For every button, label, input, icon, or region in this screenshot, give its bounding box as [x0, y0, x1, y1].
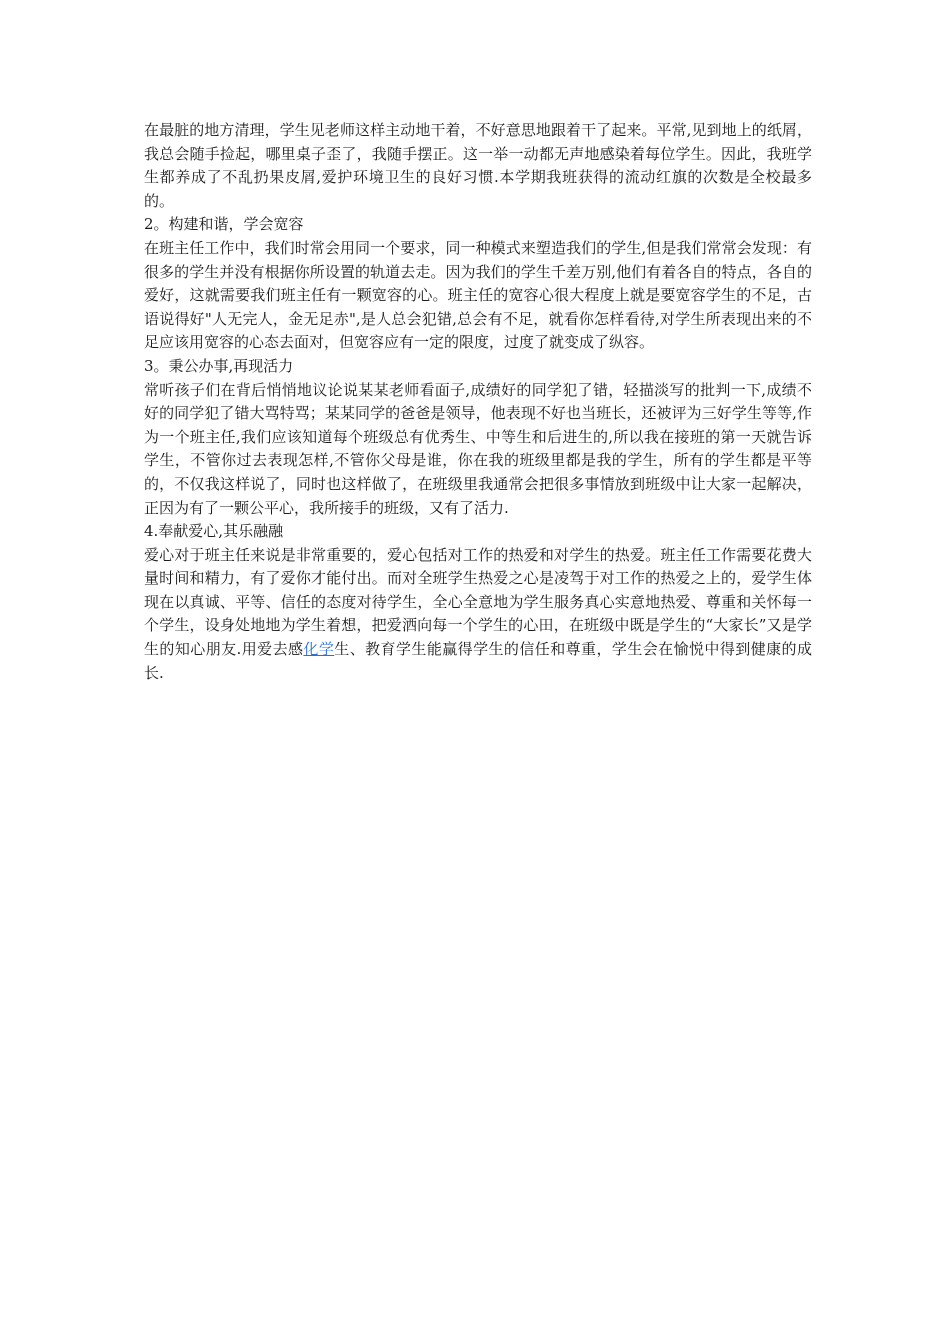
document-body — [144, 119, 812, 685]
paragraph-fairness: 常听孩子们在背后悄悄地议论说某某老师看面子,成绩好的同学犯了错，轻描淡写的批判一下,成绩不好的同学犯了错大骂特骂；某某同学的爸爸是领导，他表现不好也当班长，还被评为三好学生等等,作为一个班主任,我们应该知道每个班级总有优秀生、中等生和后进生的,所以我在接班的第一天就告诉学生，不管你过去表现怎样,不管你父母是谁，你在我的班级里都是我的学生，所有的学生都是平等的，不仅我这样说了，同时也这样做了，在班级里我通常会把很多事情放到班级中让大家一起解决，正因为有了一颗公平心，我所接手的班级，又有了活力. — [144, 380, 812, 517]
section-heading-4: 4.奉献爱心,其乐融融 — [144, 522, 284, 541]
paragraph-cleaning: 在最脏的地方清理，学生见老师这样主动地干着，不好意思地跟着干了起来。平常,见到地上的纸屑，我总会随手捡起，哪里桌子歪了，我随手摆正。这一举一动都无声地感染着每位学生。因此，我班学生都养成了不乱扔果皮屑,爱护环境卫生的良好习惯.本学期我班获得的流动红旗的次数是全校最多的。 — [144, 121, 812, 210]
paragraph-love-text-after: 生、教育学生能赢得学生的信任和尊重，学生会在愉悦中得到健康的成长. — [144, 640, 812, 682]
section-heading-3: 3。秉公办事,再现活力 — [144, 356, 294, 375]
paragraph-tolerance: 在班主任工作中，我们时常会用同一个要求，同一种模式来塑造我们的学生,但是我们常常会发现：有很多的学生并没有根据你所设置的轨道去走。因为我们的学生千差万别,他们有着各自的特点，各自的爱好，这就需要我们班主任有一颗宽容的心。班主任的宽容心很大程度上就是要宽容学生的不足，古语说得好"人无完人，金无足赤",是人总会犯错,总会有不足，就看你怎样看待,对学生所表现出来的不足应该用宽容的心态去面对，但宽容应有一定的限度，过度了就变成了纵容。 — [144, 238, 812, 352]
section-heading-2: 2。构建和谐，学会宽容 — [144, 215, 304, 234]
paragraph-love — [144, 544, 812, 686]
paragraph-love-text-before: 爱心对于班主任来说是非常重要的，爱心包括对工作的热爱和对学生的热爱。班主任工作需要花费大量时间和精力，有了爱你才能付出。而对全班学生热爱之心是凌驾于对工作的热爱之上的，爱学生体现在以真诚、平等、信任的态度对待学生，全心全意地为学生服务真心实意地热爱、尊重和关怀每一个学生，设身处地地为学生着想，把爱洒向每一个学生的心田，在班级中既是学生的“大家长”又是学生的知心朋友.用爱去感 — [144, 545, 812, 659]
chemistry-link[interactable]: 化学 — [303, 640, 335, 659]
